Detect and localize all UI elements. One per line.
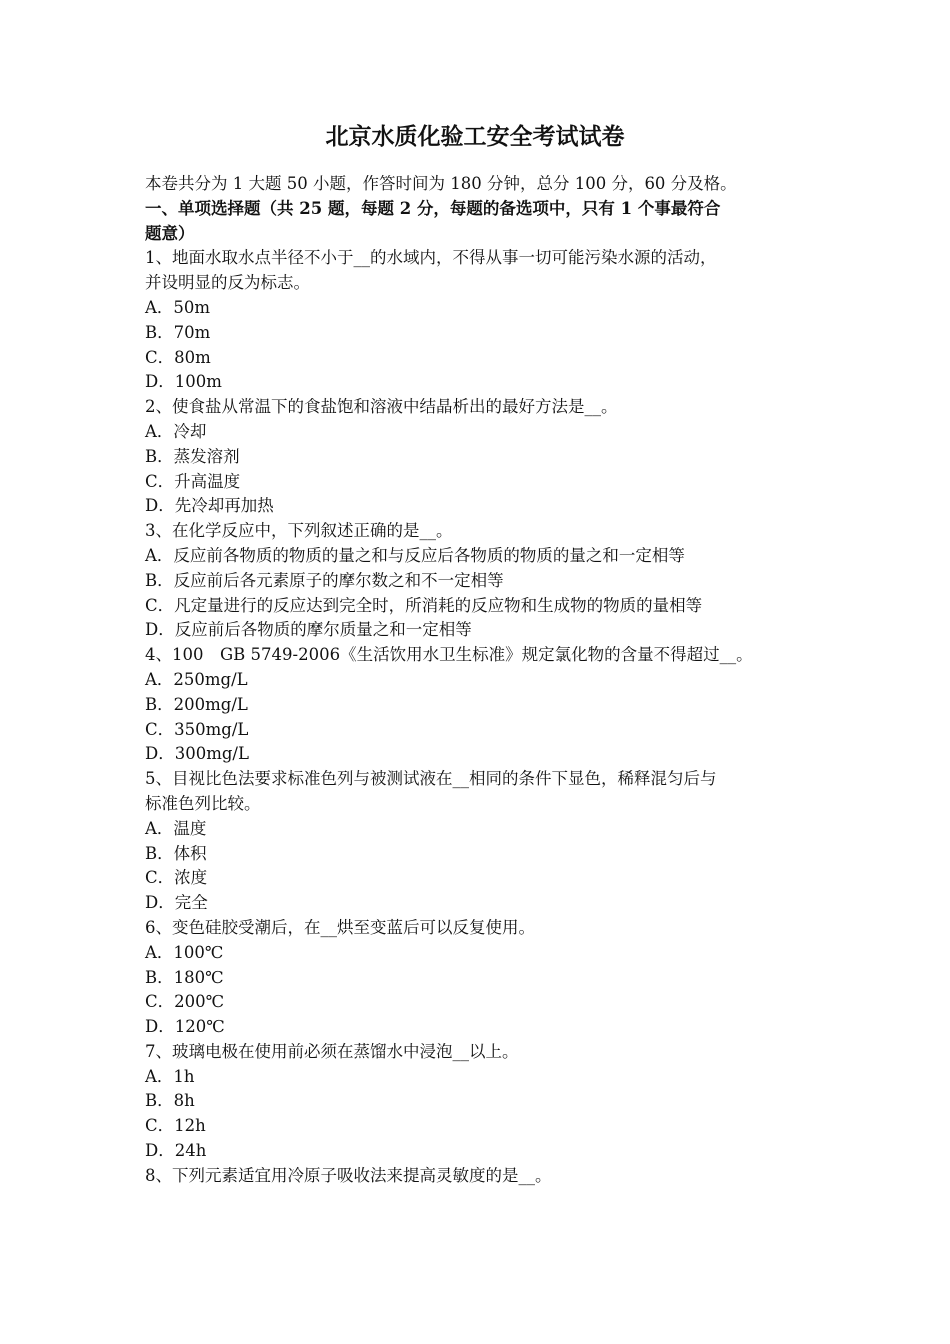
answer-option: A．1h [145, 1066, 195, 1086]
answer-option: A．50m [145, 297, 211, 317]
answer-option: C．350mg/L [145, 719, 249, 739]
question-6 [145, 916, 810, 1040]
question-stem: 2、使食盐从常温下的食盐饱和溶液中结晶析出的最好方法是__。 [145, 397, 618, 417]
question-2 [145, 395, 810, 519]
answer-option: C．凡定量进行的反应达到完全时，所消耗的反应物和生成物的物质的量相等 [145, 595, 703, 615]
answer-option: B．180℃ [145, 967, 224, 987]
question-stem: 8、下列元素适宜用冷原子吸收法来提高灵敏度的是__。 [145, 1165, 552, 1185]
answer-option: A．250mg/L [145, 669, 248, 689]
page-title: 北京水质化验工安全考试试卷 [325, 123, 625, 150]
answer-option: B．8h [145, 1091, 195, 1111]
answer-option: D．反应前后各物质的摩尔质量之和一定相等 [145, 620, 472, 640]
section-heading-line-2: 题意） [145, 223, 195, 243]
section-heading-line-1: 一、单项选择题（共 25 题，每题 2 分，每题的备选项中，只有 1 个事最符合 [145, 198, 721, 218]
answer-option: C．200℃ [145, 992, 225, 1012]
answer-option: D．完全 [145, 893, 208, 913]
answer-option: B．70m [145, 322, 211, 342]
exam-content [145, 172, 810, 1189]
exam-intro: 本卷共分为 1 大题 50 小题，作答时间为 180 分钟，总分 100 分，60 分及格。 [145, 174, 737, 193]
question-8 [145, 1164, 810, 1189]
answer-option: C．浓度 [145, 868, 208, 888]
answer-option: C．80m [145, 347, 211, 367]
answer-option: A．温度 [145, 818, 207, 838]
question-1 [145, 246, 810, 395]
answer-option: D．300mg/L [145, 744, 249, 764]
question-stem: 并设明显的反为标志。 [145, 273, 310, 293]
answer-option: B．蒸发溶剂 [145, 446, 240, 466]
question-stem: 3、在化学反应中，下列叙述正确的是__。 [145, 521, 453, 541]
answer-option: B．体积 [145, 843, 207, 863]
question-stem: 标准色列比较。 [145, 793, 261, 813]
answer-option: A．反应前各物质的物质的量之和与反应后各物质的物质的量之和一定相等 [145, 545, 685, 565]
answer-option: A．冷却 [145, 421, 207, 441]
question-stem: 1、地面水取水点半径不小于__的水域内，不得从事一切可能污染水源的活动， [145, 248, 717, 268]
answer-option: C．12h [145, 1116, 206, 1136]
answer-option: D．120℃ [145, 1017, 225, 1037]
answer-option: D．100m [145, 372, 222, 392]
answer-option: D．24h [145, 1141, 207, 1161]
question-5 [145, 767, 810, 916]
answer-option: D．先冷却再加热 [145, 496, 274, 516]
question-7 [145, 1040, 810, 1164]
question-3 [145, 519, 810, 643]
question-4 [145, 643, 810, 767]
answer-option: B．反应前后各元素原子的摩尔数之和不一定相等 [145, 570, 504, 590]
question-stem: 4、100 GB 5749-2006《生活饮用水卫生标准》规定氯化物的含量不得超过__。 [145, 645, 753, 665]
answer-option: C．升高温度 [145, 471, 241, 491]
question-stem: 6、变色硅胶受潮后，在__烘至变蓝后可以反复使用。 [145, 917, 535, 937]
answer-option: B．200mg/L [145, 694, 248, 714]
question-stem: 7、玻璃电极在使用前必须在蒸馏水中浸泡__以上。 [145, 1041, 519, 1061]
question-stem: 5、目视比色法要求标准色列与被测试液在__相同的条件下显色，稀释混匀后与 [145, 769, 717, 789]
answer-option: A．100℃ [145, 942, 224, 962]
